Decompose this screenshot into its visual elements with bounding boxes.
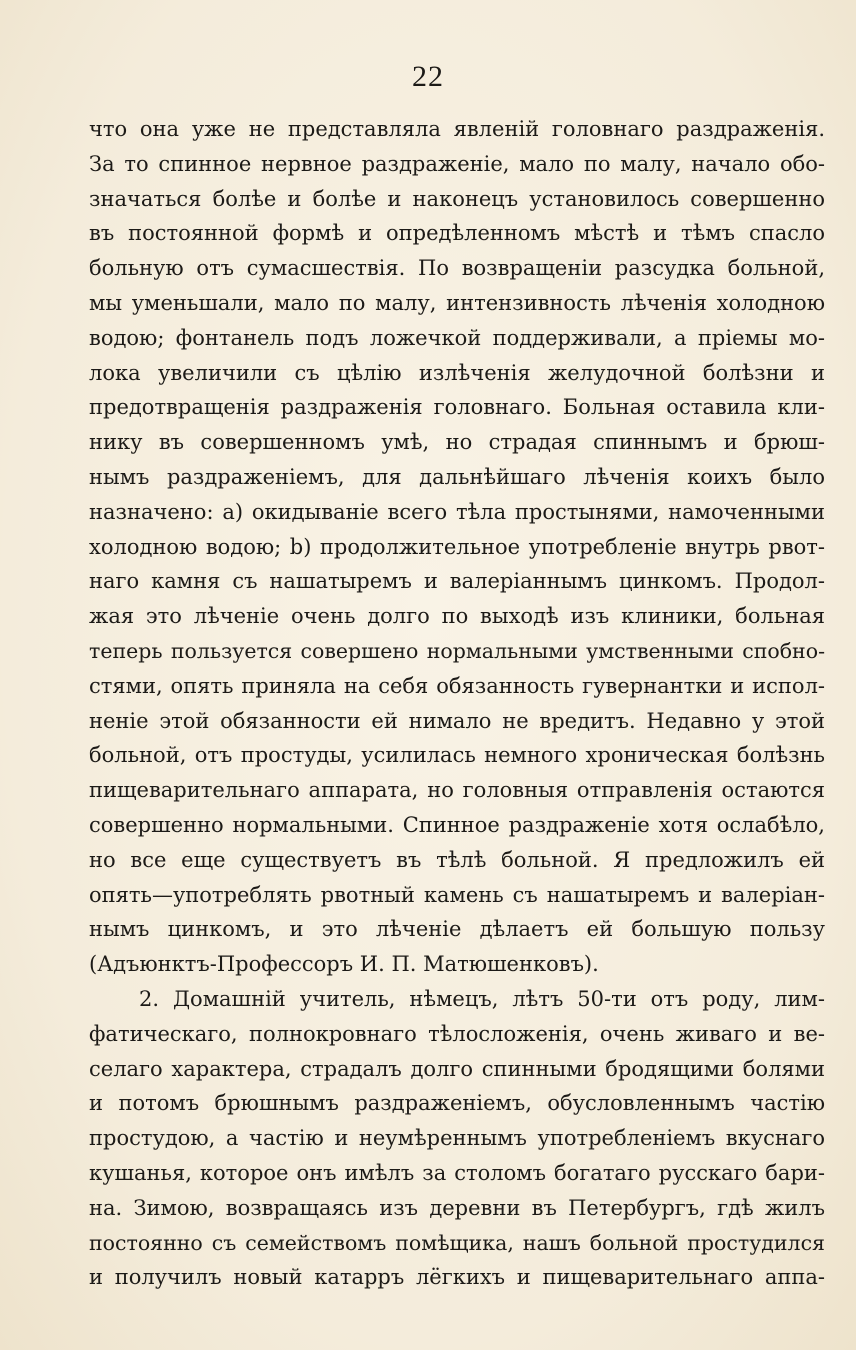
text-line: стями, опять приняла на себя обязанность гувернантки и испол- <box>89 673 825 698</box>
text-line: и потомъ брюшнымъ раздраженіемъ, обусловленнымъ частію <box>89 1091 825 1116</box>
text-line: назначено: a) окидываніе всего тѣла простынями, намоченными <box>89 499 825 524</box>
text-line: постоянно съ семействомъ помѣщика, нашъ больной простудился <box>89 1230 825 1255</box>
text-line-paragraph-start: 2. Домашній учитель, нѣмецъ, лѣтъ 50-ти отъ роду, лим- <box>139 986 825 1011</box>
text-line: За то спинное нервное раздраженіе, мало по малу, начало обо- <box>89 151 825 176</box>
text-line: теперь пользуется совершено нормальными умственными спобно- <box>89 638 825 663</box>
text-line: совершенно нормальными. Спинное раздраженіе хотя ослабѣло, <box>89 812 825 837</box>
text-line: наго камня съ нашатыремъ и валеріаннымъ цинкомъ. Продол- <box>89 569 825 594</box>
text-line: нику въ совершенномъ умѣ, но страдая спиннымъ и брюш- <box>89 430 825 455</box>
text-line: неніе этой обязанности ей нимало не вредитъ. Недавно у этой <box>89 708 825 733</box>
text-line: селаго характера, страдалъ долго спинными бродящими болями <box>89 1056 825 1081</box>
text-line: водою; фонтанель подъ ложечкой поддерживали, а пріемы мо- <box>89 325 825 350</box>
text-line: предотвращенія раздраженія головнаго. Больная оставила кли- <box>89 395 825 420</box>
text-line: лока увеличили съ цѣлію излѣченія желудочной болѣзни и <box>89 360 825 385</box>
text-line: что она уже не представляла явленій головнаго раздраженія. <box>89 117 825 141</box>
text-line: значаться болѣе и болѣе и наконецъ установилось совершенно <box>89 186 825 211</box>
body-text <box>89 112 825 1295</box>
text-line-paragraph-end: (Адъюнктъ-Профессоръ И. П. Матюшенковъ). <box>89 952 599 977</box>
text-line: больной, отъ простуды, усилилась немного хроническая болѣзнь <box>89 743 825 768</box>
text-line: нымъ цинкомъ, и это лѣченіе дѣлаетъ ей большую пользу <box>89 917 825 942</box>
text-line: нымъ раздраженіемъ, для дальнѣйшаго лѣченія коихъ было <box>89 464 825 489</box>
text-line: въ постоянной формѣ и опредѣленномъ мѣстѣ и тѣмъ спасло <box>89 221 825 246</box>
page-number: 22 <box>412 60 444 93</box>
text-line: мы уменьшали, мало по малу, интензивность лѣченія холодною <box>89 290 825 315</box>
text-line: и получилъ новый катарръ лёгкихъ и пищеварительнаго аппа- <box>89 1265 825 1290</box>
text-line: кушанья, которое онъ имѣлъ за столомъ богатаго русскаго бари- <box>89 1160 825 1185</box>
text-line: на. Зимою, возвращаясь изъ деревни въ Петербургъ, гдѣ жилъ <box>89 1195 825 1220</box>
text-line: опять—употреблять рвотный камень съ нашатыремъ и валеріан- <box>89 882 825 907</box>
text-line: больную отъ сумасшествія. По возвращеніи разсудка больной, <box>89 256 825 281</box>
text-line: фатическаго, полнокровнаго тѣлосложенія, очень живаго и ве- <box>89 1021 825 1046</box>
text-line: пищеварительнаго аппарата, но головныя отправленія остаются <box>89 778 825 803</box>
text-line: холодною водою; b) продолжительное употребленіе внутрь рвот- <box>89 534 825 559</box>
text-line: простудою, а частію и неумѣреннымъ употребленіемъ вкуснаго <box>89 1126 825 1151</box>
text-line: жая это лѣченіе очень долго по выходѣ изъ клиники, больная <box>89 604 825 629</box>
text-line: но все еще существуетъ въ тѣлѣ больной. Я предложилъ ей <box>89 847 825 872</box>
